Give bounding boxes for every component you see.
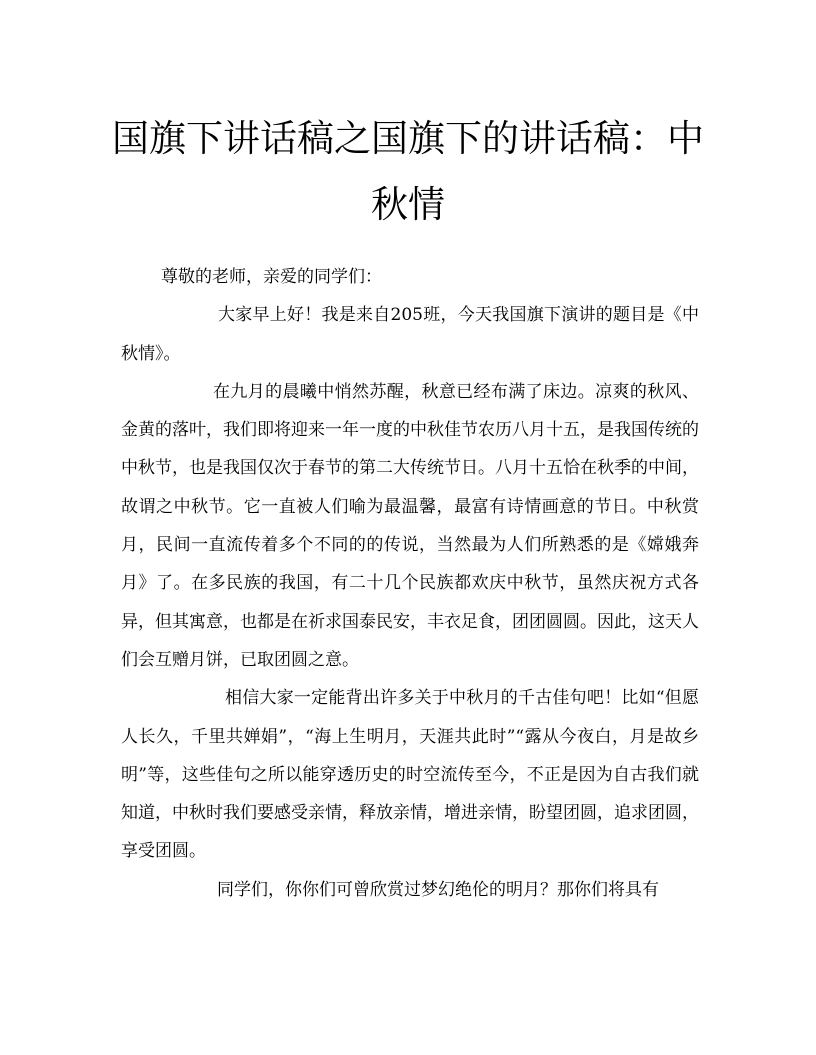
festival-paragraph: 在九月的晨曦中悄然苏醒，秋意已经布满了床边。凉爽的秋风、金黄的落叶，我们即将迎来一年一度的中秋佳节农历八月十五，是我国传统的中秋节，也是我国仅次于春节的第二大传统节日。八月十五恰在秋季的中间，故谓之中秋节。它一直被人们喻为最温馨，最富有诗情画意的节日。中秋赏月，民间一直流传着多个不同的的传说，当然最为人们所熟悉的是《嫦娥奔月》了。在多民族的我国，有二十几个民族都欢庆中秋节，虽然庆祝方式各异，但其寓意，也都是在祈求国泰民安，丰衣足食，团团圆圆。因此，这天人们会互赠月饼，已取团圆之意。 — [121, 381, 699, 670]
salutation-paragraph: 尊敬的老师，亲爱的同学们： — [161, 267, 382, 287]
greeting-paragraph: 大家早上好！我是来自205班，今天我国旗下演讲的题目是《中秋情》。 — [121, 305, 699, 364]
closing-paragraph: 同学们，你你们可曾欣赏过梦幻绝伦的明月？那你们将具有 — [217, 879, 659, 900]
document-title: 国旗下讲话稿之国旗下的讲话稿：中秋情 — [112, 117, 704, 226]
document-body — [121, 258, 699, 909]
poetry-paragraph: 相信大家一定能背出许多关于中秋月的千古佳句吧！比如“但愿人长久，千里共婵娟”，“海上生明月，天涯共此时”“露从今夜白，月是故乡明”等，这些佳句之所以能穿透历史的时空流传至今，不正是因为自古我们就知道，中秋时我们要感受亲情，释放亲情，增进亲情，盼望团圆，追求团圆，享受团圆。 — [121, 688, 699, 862]
